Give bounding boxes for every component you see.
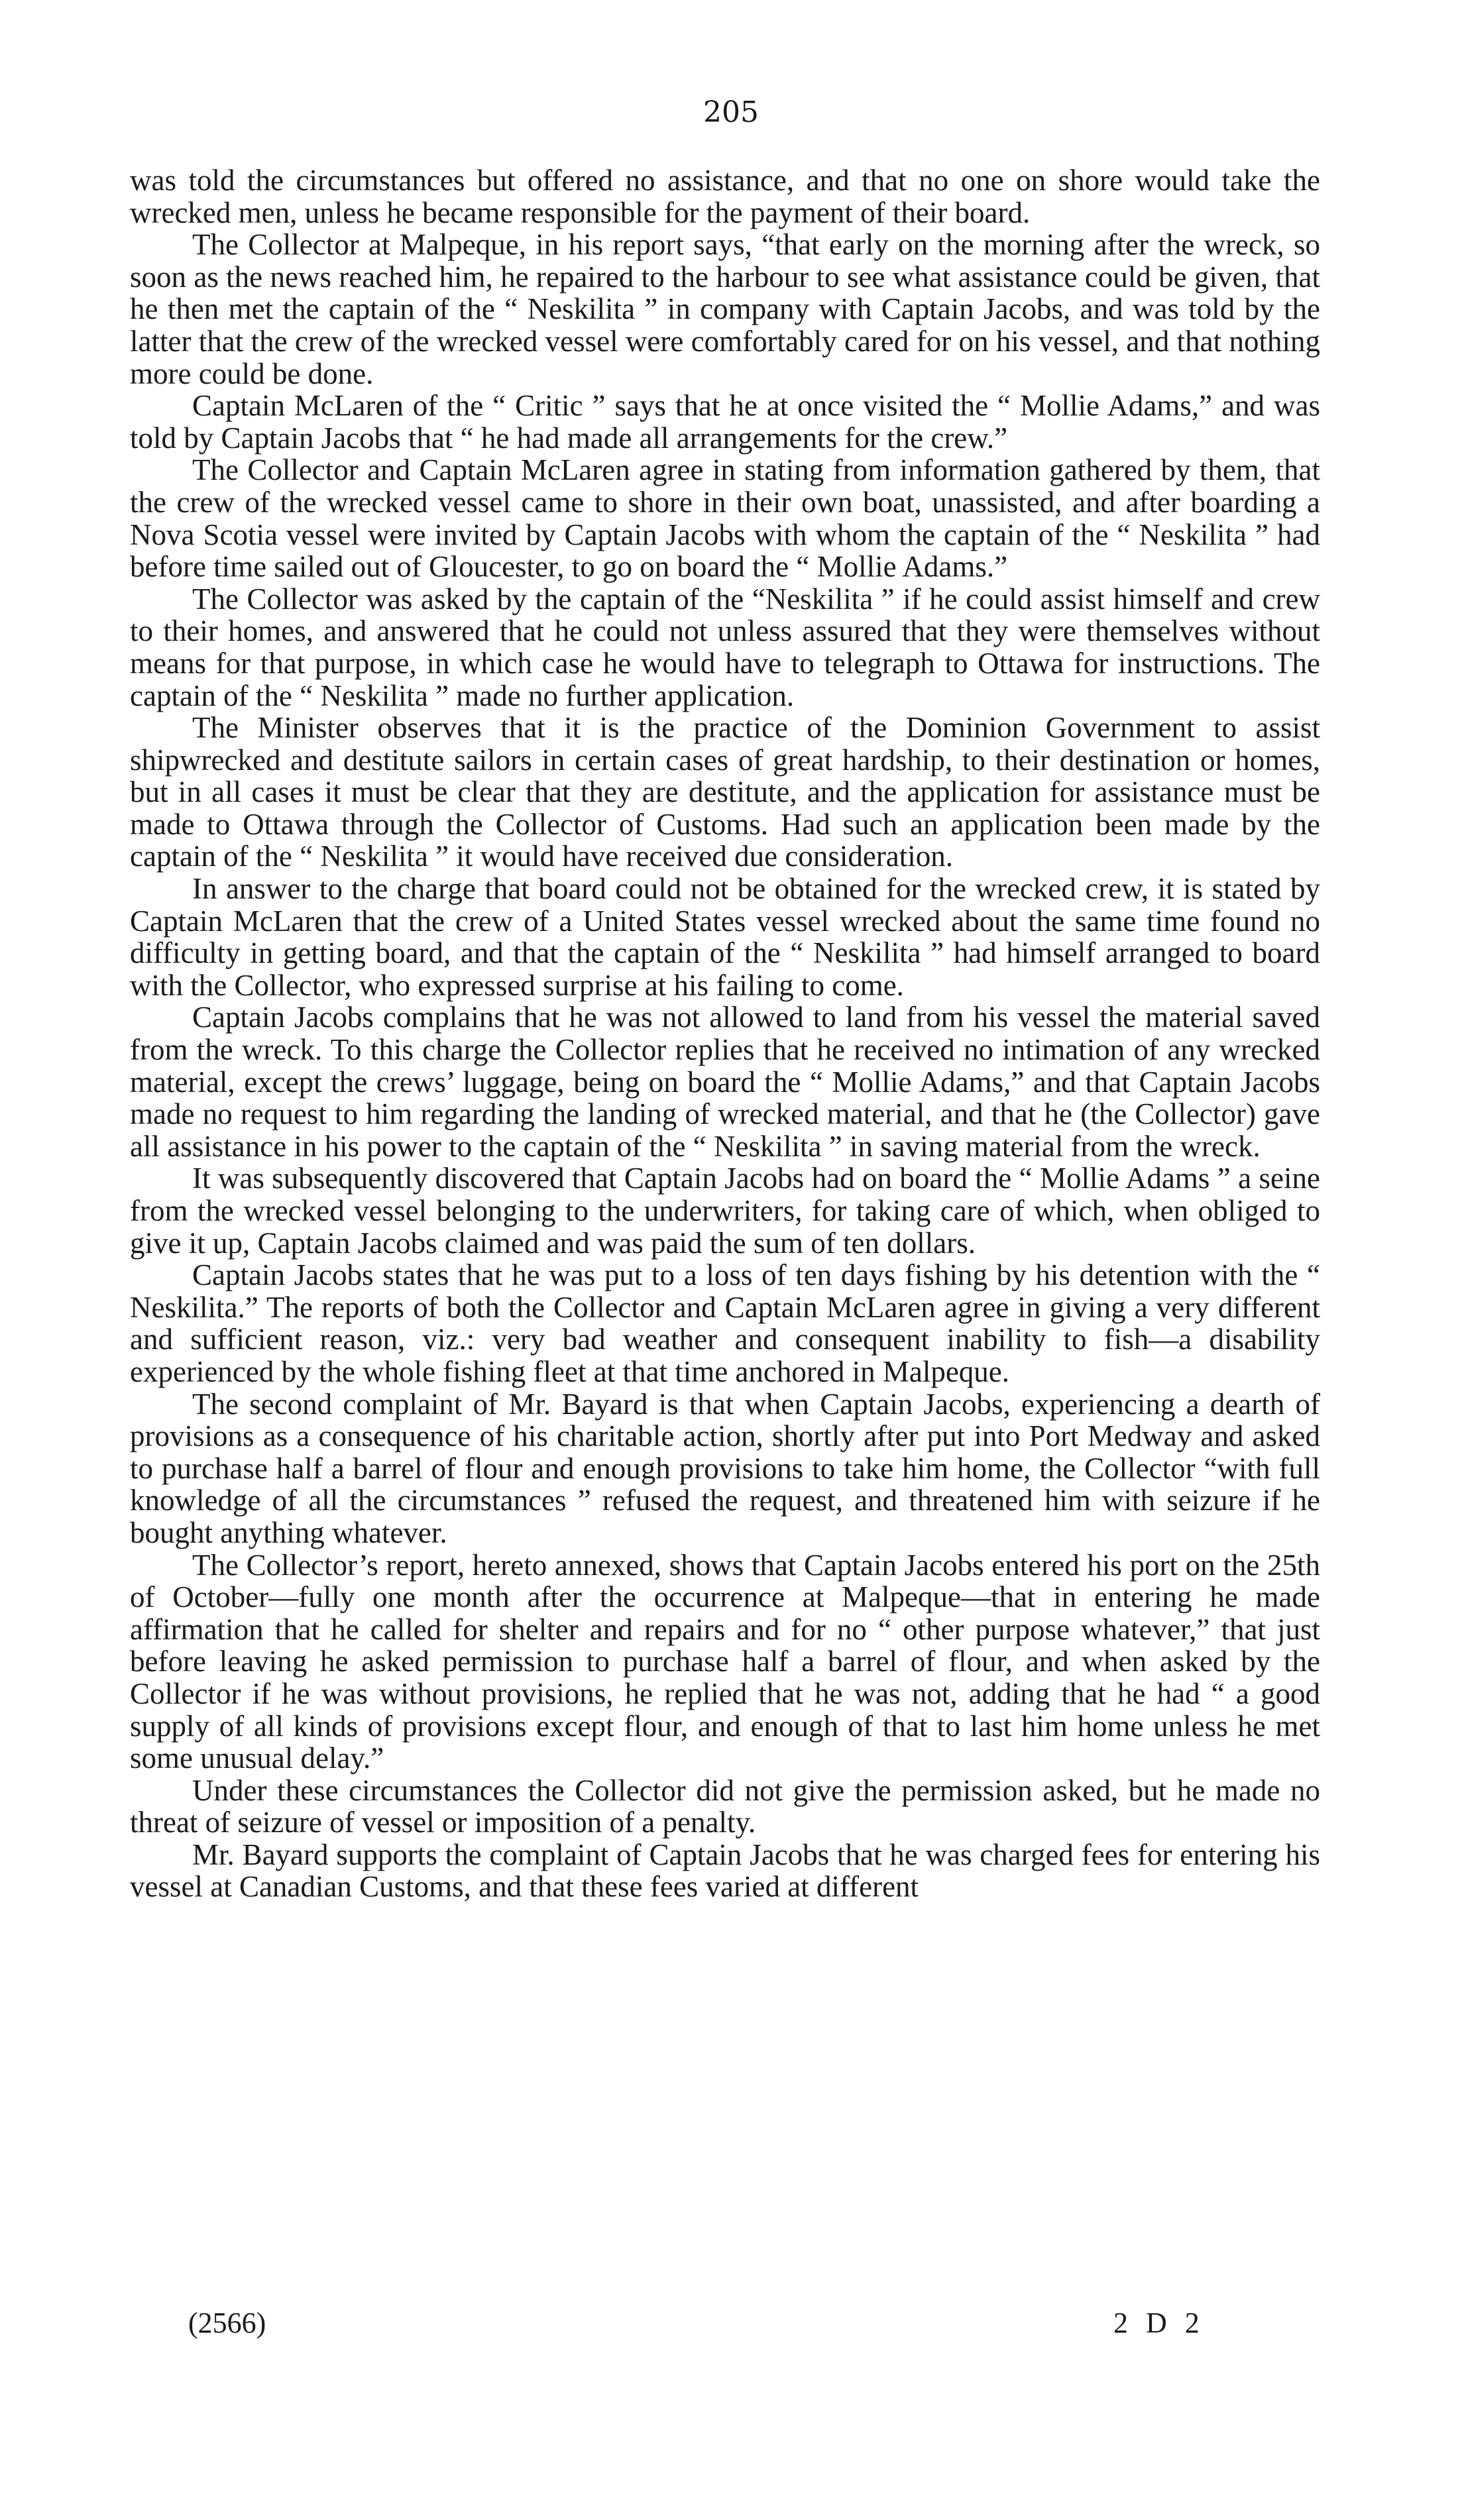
paragraph: The Collector was asked by the captain of the “Neskilita ” if he could assist himself and crew to their homes, and answered that he could not unless assured that they were themselves without means for that purpose, in which case he would have to telegraph to Ottawa for instructions. The captain of the “ Neskilita ” made no further application. xyxy=(130,582,1320,712)
paragraph: The second complaint of Mr. Bayard is that when Captain Jacobs, experiencing a dearth of provisions as a consequence of his charitable action, shortly after put into Port Medway and asked to purchase half a barrel of flour and enough provisions to take him home, the Collector “with full knowledge of all the circumstances ” refused the request, and threatened him with seizure if he bought anything whatever. xyxy=(130,1387,1320,1549)
paragraph: It was subsequently discovered that Captain Jacobs had on board the “ Mollie Adams ” a seine from the wrecked vessel belonging to the underwriters, for taking care of which, when obliged to give it up, Captain Jacobs claimed and was paid the sum of ten dollars. xyxy=(130,1162,1320,1260)
paragraph: was told the circumstances but offered no assistance, and that no one on shore would take the wrecked men, unless he became responsible for the payment of their board. xyxy=(130,164,1320,229)
paragraph: The Minister observes that it is the practice of the Dominion Government to assist shipwrecked and destitute sailors in certain cases of great hardship, to their destination or homes, but in all cases it must be clear that they are destitute, and the application for assistance must be made to Ottawa through the Collector of Customs. Had such an application been made by the captain of the “ Neskilita ” it would have received due consideration. xyxy=(130,711,1320,873)
body-text xyxy=(130,164,1320,1903)
paragraph: In answer to the charge that board could not be obtained for the wrecked crew, it is stated by Captain McLaren that the crew of a United States vessel wrecked about the same time found no difficulty in getting board, and that the captain of the “ Neskilita ” had himself arranged to board with the Collector, who expressed surprise at his failing to come. xyxy=(130,872,1320,1002)
paragraph: Mr. Bayard supports the complaint of Captain Jacobs that he was charged fees for entering his vessel at Canadian Customs, and that these fees varied at different xyxy=(130,1837,1320,1904)
paragraph: Captain Jacobs states that he was put to a loss of ten days fishing by his detention with the “ Neskilita.” The reports of both the Collector and Captain McLaren agree in giving a very different and sufficient reason, viz.: very bad weather and consequent inability to fish—a disability experienced by the whole fishing fleet at that time anchored in Malpeque. xyxy=(130,1258,1320,1388)
paragraph: The Collector at Malpeque, in his report says, “that early on the morning after the wreck, so soon as the news reached him, he repaired to the harbour to see what assistance could be given, that he then met the captain of the “ Neskilita ” in company with Captain Jacobs, and was told by the latter that the crew of the wrecked vessel were comfortably cared for on his vessel, and that nothing more could be done. xyxy=(130,228,1320,390)
paragraph: The Collector and Captain McLaren agree in stating from information gathered by them, that the crew of the wrecked vessel came to shore in their own boat, unassisted, and after boarding a Nova Scotia vessel were invited by Captain Jacobs with whom the captain of the “ Neskilita ” had before time sailed out of Gloucester, to go on board the “ Mollie Adams.” xyxy=(130,453,1320,584)
paragraph: The Collector’s report, hereto annexed, shows that Captain Jacobs entered his port on the 25th of October—fully one month after the occurrence at Malpeque—that in entering he made affirmation that he called for shelter and repairs and for no “ other purpose whatever,” that just before leaving he asked permission to purchase half a barrel of flour, and when asked by the Collector if he was without provisions, he replied that he was not, adding that he had “ a good supply of all kinds of provisions except flour, and enough of that to last him home unless he met some unusual delay.” xyxy=(130,1548,1320,1775)
print-code: (2566) xyxy=(188,2307,266,2339)
page-number: 205 xyxy=(703,95,759,129)
page-footer xyxy=(0,2306,1462,2346)
signature-mark: 2 D 2 xyxy=(1113,2307,1205,2339)
paragraph: Under these circumstances the Collector did not give the permission asked, but he made no threat of seizure of vessel or imposition of a penalty. xyxy=(130,1773,1320,1839)
paragraph: Captain Jacobs complains that he was not allowed to land from his vessel the material saved from the wreck. To this charge the Collector replies that he received no intimation of any wrecked material, except the crews’ luggage, being on board the “ Mollie Adams,” and that Captain Jacobs made no request to him regarding the landing of wrecked material, and that he (the Collector) gave all assistance in his power to the captain of the “ Neskilita ” in saving material from the wreck. xyxy=(130,1001,1320,1163)
paragraph: Captain McLaren of the “ Critic ” says that he at once visited the “ Mollie Adams,” and was told by Captain Jacobs that “ he had made all arrangements for the crew.” xyxy=(130,389,1320,455)
